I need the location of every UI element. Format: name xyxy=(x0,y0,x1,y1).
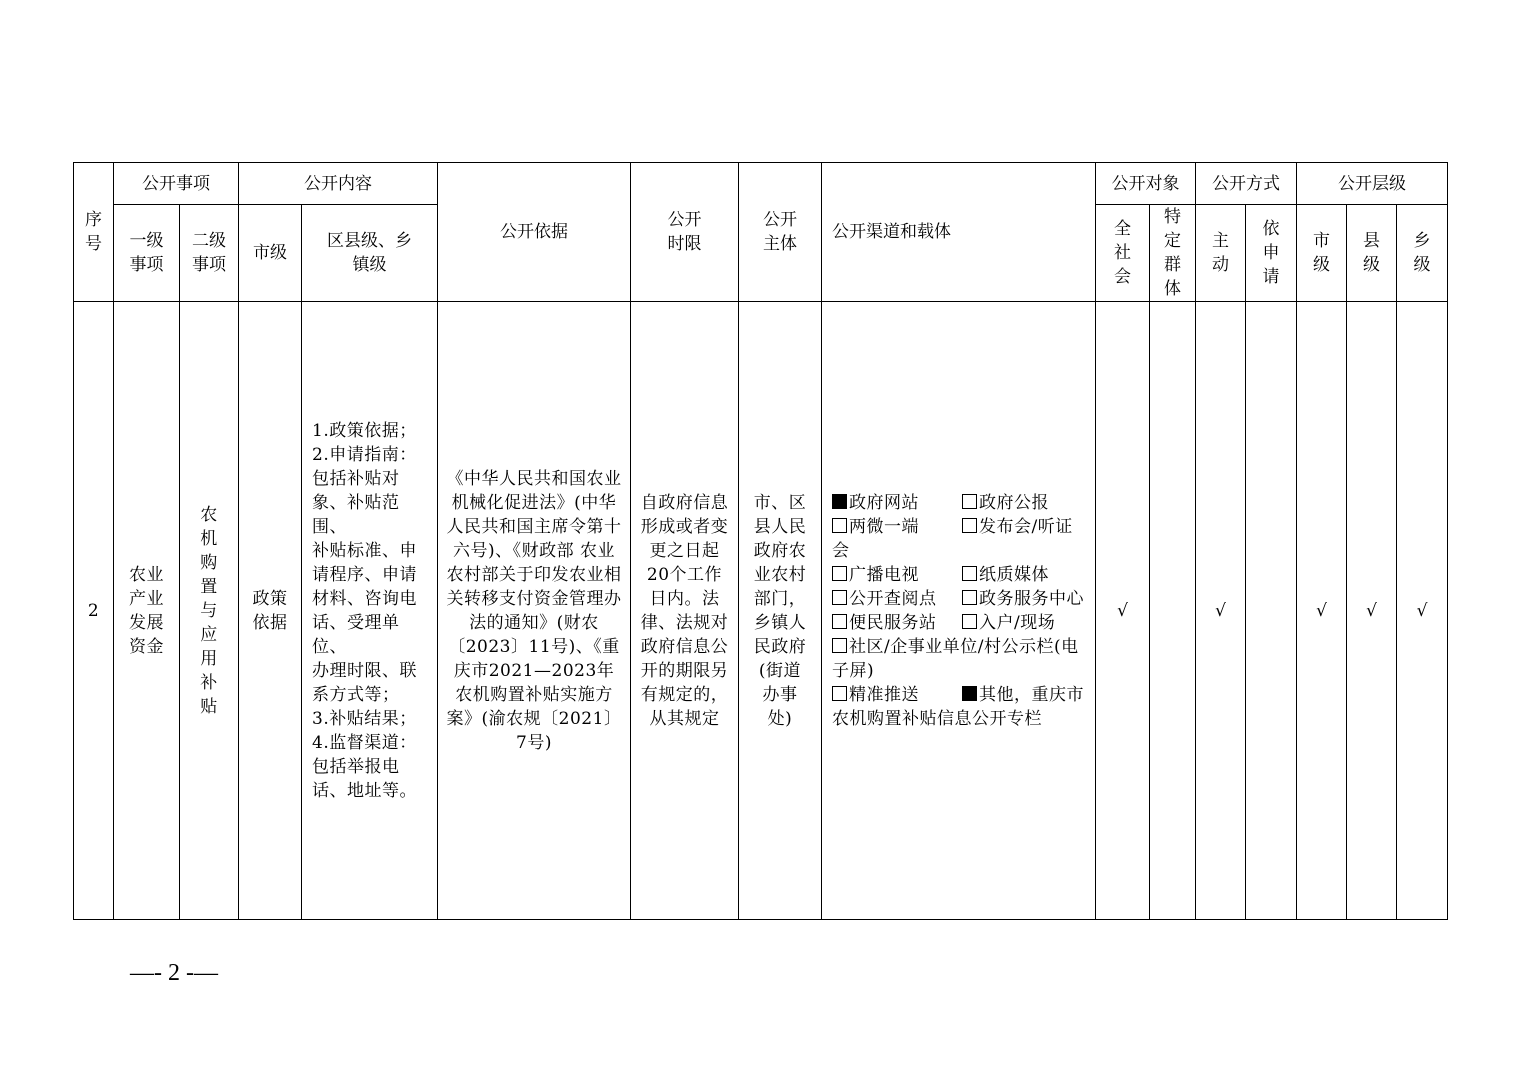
channel-line xyxy=(832,515,1085,563)
header-target-all: 全社会 xyxy=(1096,205,1150,302)
row-level-county: √ xyxy=(1347,302,1397,920)
channel-label: 发布会/听证会 xyxy=(832,516,1073,561)
channel-option xyxy=(832,587,962,611)
channel-option xyxy=(962,589,1084,609)
channel-option xyxy=(832,683,962,707)
unchecked-box-icon xyxy=(832,686,847,701)
channel-option xyxy=(962,565,1049,585)
row-target-all: √ xyxy=(1096,302,1150,920)
header-basis: 公开依据 xyxy=(438,163,631,302)
content-county-line: 2.申请指南： xyxy=(312,444,417,465)
channel-option xyxy=(832,563,962,587)
header-deadline: 公开时限 xyxy=(631,163,739,302)
channel-line xyxy=(832,491,1085,515)
content-county-line: 3.补贴结果； xyxy=(312,708,417,729)
checked-box-icon xyxy=(962,686,977,701)
header-seq: 序号 xyxy=(74,163,114,302)
row-method-active: √ xyxy=(1196,302,1246,920)
header-method: 公开方式 xyxy=(1196,163,1297,205)
content-county-line: 4.监督渠道： xyxy=(312,732,417,753)
header-content: 公开内容 xyxy=(239,163,438,205)
channel-line xyxy=(832,587,1085,611)
channel-label: 其他，重庆市农机购置补贴信息公开专栏 xyxy=(832,684,1084,729)
content-county-line: 系方式等； xyxy=(312,684,400,705)
header-target: 公开对象 xyxy=(1096,163,1196,205)
content-county-line: 包括举报电 xyxy=(312,756,400,777)
content-county-line: 话、地址等。 xyxy=(312,780,417,801)
content-county-line: 话、受理单位、 xyxy=(312,612,400,657)
row-item-l2: 农机购置与应用补贴 xyxy=(180,302,239,920)
content-county-line: 包括补贴对 xyxy=(312,468,400,489)
header-item: 公开事项 xyxy=(114,163,239,205)
channel-label: 政府网站 xyxy=(849,492,919,513)
row-target-specific xyxy=(1150,302,1196,920)
content-county-line: 象、补贴范围、 xyxy=(312,492,400,537)
content-county-line: 请程序、申请 xyxy=(312,564,417,585)
header-channels: 公开渠道和载体 xyxy=(822,163,1096,302)
channel-line xyxy=(832,611,1085,635)
channel-label: 两微一端 xyxy=(849,516,919,537)
unchecked-box-icon xyxy=(832,566,847,581)
channel-option xyxy=(832,491,962,515)
content-county-line: 办理时限、联 xyxy=(312,660,417,681)
row-level-town: √ xyxy=(1397,302,1448,920)
header-target-specific: 特定群体 xyxy=(1150,205,1196,302)
row-seq: 2 xyxy=(74,302,114,920)
channel-option xyxy=(962,493,1049,513)
header-level: 公开层级 xyxy=(1297,163,1448,205)
unchecked-box-icon xyxy=(962,590,977,605)
row-level-city: √ xyxy=(1297,302,1347,920)
channel-line xyxy=(832,683,1085,731)
channel-line xyxy=(832,563,1085,587)
unchecked-box-icon xyxy=(832,590,847,605)
channel-line xyxy=(832,635,1085,683)
row-item-l1: 农业产业发展资金 xyxy=(114,302,180,920)
unchecked-box-icon xyxy=(832,614,847,629)
unchecked-box-icon xyxy=(832,638,847,653)
row-deadline: 自政府信息形成或者变更之日起20个工作日内。法律、法规对政府信息公开的期限另有规定的，从其规定 xyxy=(631,302,739,920)
unchecked-box-icon xyxy=(962,566,977,581)
channel-label: 政务服务中心 xyxy=(979,588,1084,609)
channel-label: 政府公报 xyxy=(979,492,1049,513)
header-subject: 公开主体 xyxy=(739,163,822,302)
header-item-l1: 一级事项 xyxy=(114,205,180,302)
channel-label: 社区/企事业单位/村公示栏(电子屏) xyxy=(832,636,1079,681)
row-method-request xyxy=(1246,302,1297,920)
row-basis: 《中华人民共和国农业机械化促进法》(中华人民共和国主席令第十六号)、《财政部 农业农村部关于印发农业相关转移支付资金管理办法的通知》(财农〔2023〕11号)、《重庆市2021—2023年农机购置补贴实施方案》(渝农规〔2021〕7号) xyxy=(438,302,631,920)
channel-option xyxy=(832,611,962,635)
page-number: —- 2 -— xyxy=(130,960,218,986)
header-level-city: 市级 xyxy=(1297,205,1347,302)
unchecked-box-icon xyxy=(962,494,977,509)
channel-option xyxy=(832,515,962,539)
channel-label: 广播电视 xyxy=(849,564,919,585)
channel-list xyxy=(832,491,1085,731)
content-county-list xyxy=(312,419,431,803)
header-item-l2: 二级事项 xyxy=(180,205,239,302)
content-county-line: 1.政策依据； xyxy=(312,420,417,441)
unchecked-box-icon xyxy=(962,614,977,629)
header-method-request: 依申请 xyxy=(1246,205,1297,302)
disclosure-table xyxy=(73,162,1448,920)
row-content-city: 政策依据 xyxy=(239,302,302,920)
channel-label: 入户/现场 xyxy=(979,612,1056,633)
header-method-active: 主动 xyxy=(1196,205,1246,302)
header-content-city: 市级 xyxy=(239,205,302,302)
row-subject: 市、区县人民政府农业农村部门，乡镇人民政府(街道办事处) xyxy=(739,302,822,920)
header-level-town: 乡级 xyxy=(1397,205,1448,302)
content-county-line: 补贴标准、申 xyxy=(312,540,417,561)
channel-option xyxy=(832,637,1079,681)
channel-label: 纸质媒体 xyxy=(979,564,1049,585)
channel-label: 便民服务站 xyxy=(849,612,937,633)
header-level-county: 县级 xyxy=(1347,205,1397,302)
channel-option xyxy=(962,613,1055,633)
channel-label: 公开查阅点 xyxy=(849,588,937,609)
checked-box-icon xyxy=(832,494,847,509)
unchecked-box-icon xyxy=(832,518,847,533)
row-content-county xyxy=(302,302,438,920)
row-channels xyxy=(822,302,1096,920)
header-content-county: 区县级、乡镇级 xyxy=(302,205,438,302)
channel-label: 精准推送 xyxy=(849,684,919,705)
unchecked-box-icon xyxy=(962,518,977,533)
content-county-line: 材料、咨询电 xyxy=(312,588,417,609)
